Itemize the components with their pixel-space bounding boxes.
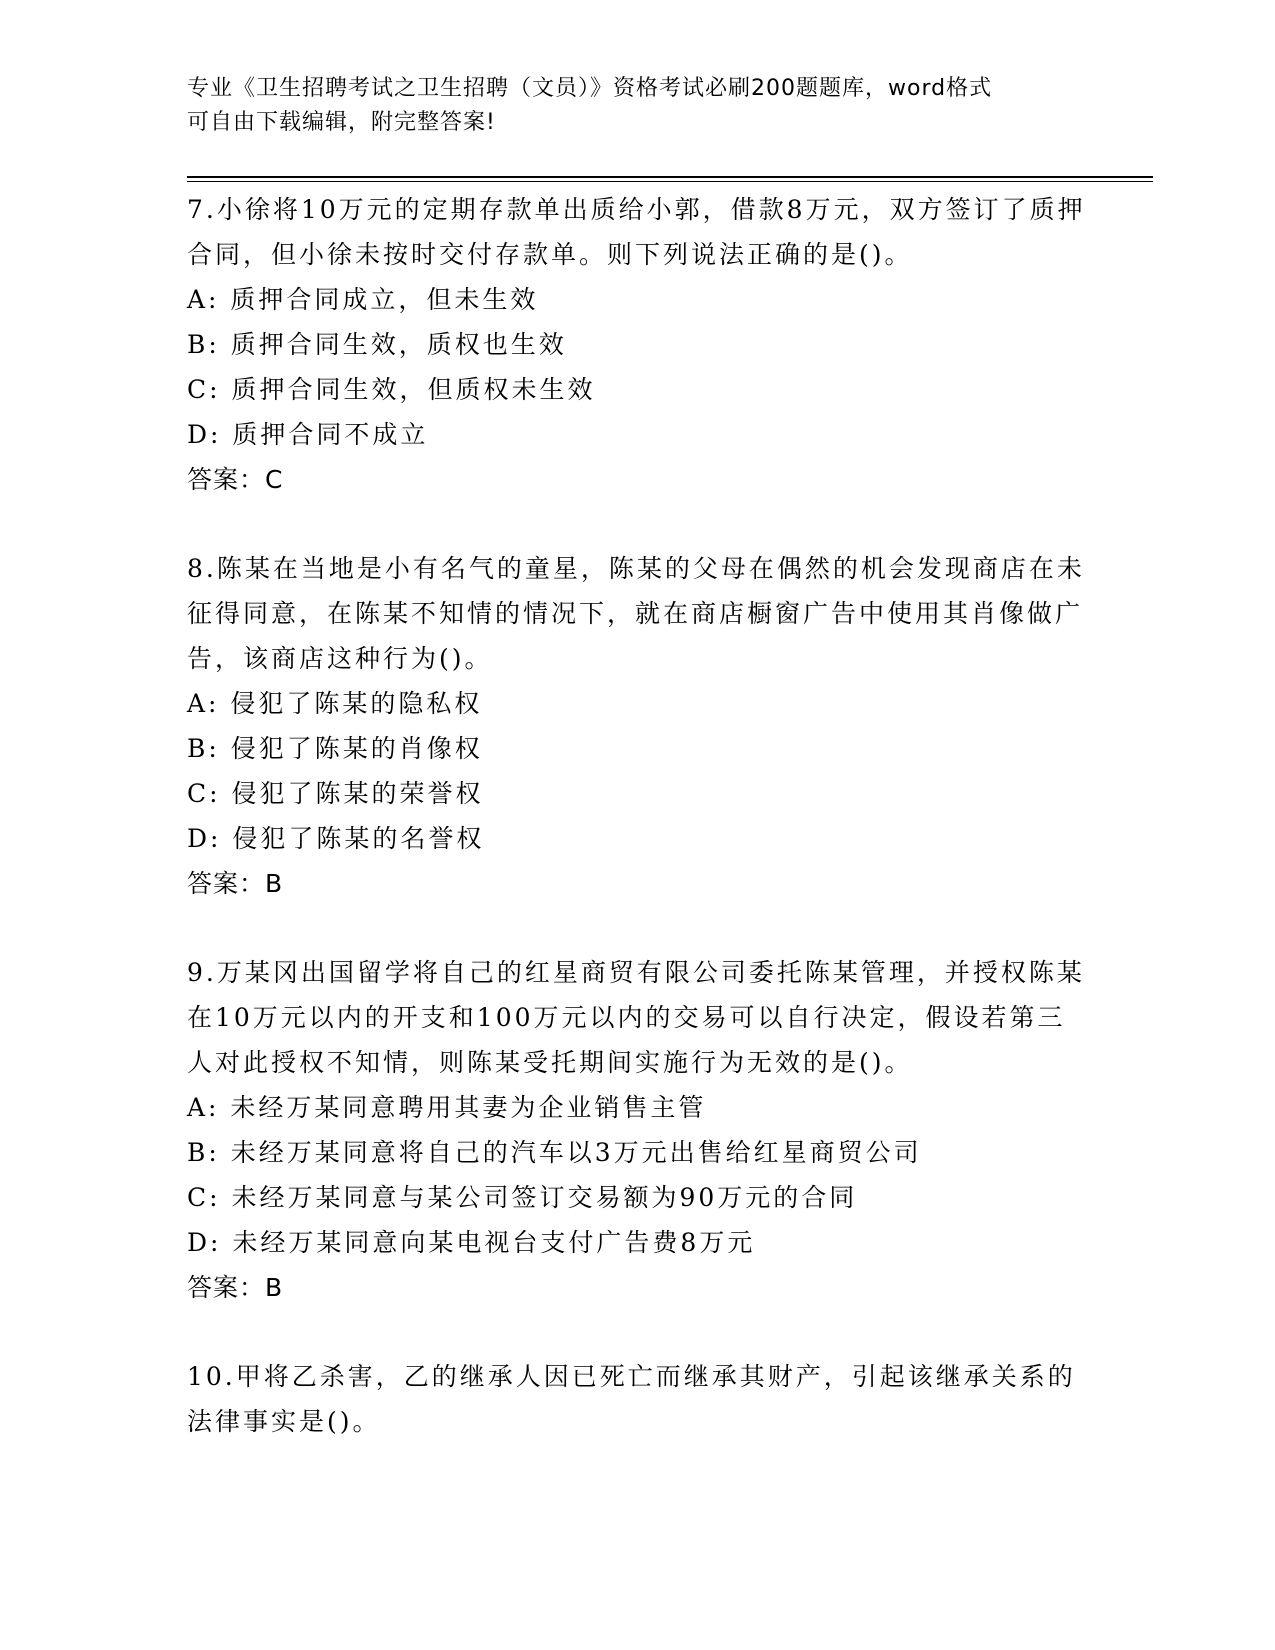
header-line-1: 专业《卫生招聘考试之卫生招聘（文员）》资格考试必刷200题题库，word格式 <box>187 76 993 101</box>
option-a: A: 侵犯了陈某的隐私权 <box>187 689 483 718</box>
option-d: D: 侵犯了陈某的名誉权 <box>187 824 485 853</box>
header-divider-thin <box>187 181 1153 182</box>
option-a: A: 未经万某同意聘用其妻为企业销售主管 <box>187 1093 707 1122</box>
option-c: C: 未经万某同意与某公司签订交易额为90万元的合同 <box>187 1183 858 1212</box>
question-9 <box>187 950 1087 1310</box>
question-stem: 8.陈某在当地是小有名气的童星，陈某的父母在偶然的机会发现商店在未征得同意，在陈某不知情的情况下，就在商店橱窗广告中使用其肖像做广告，该商店这种行为()。 <box>187 554 1085 673</box>
question-8 <box>187 546 1087 906</box>
option-d: D: 质押合同不成立 <box>187 420 429 449</box>
answer-line: 答案：B <box>187 869 284 898</box>
answer-line: 答案：B <box>187 1273 284 1302</box>
option-b: B: 侵犯了陈某的肖像权 <box>187 734 483 763</box>
option-c: C: 质押合同生效，但质权未生效 <box>187 375 596 404</box>
question-list <box>187 187 1087 1488</box>
option-c: C: 侵犯了陈某的荣誉权 <box>187 779 484 808</box>
question-stem: 7.小徐将10万元的定期存款单出质给小郭，借款8万元，双方签订了质押合同，但小徐未按时交付存款单。则下列说法正确的是()。 <box>187 195 1086 269</box>
question-10 <box>187 1354 1087 1444</box>
question-7 <box>187 187 1087 502</box>
header-divider-thick <box>187 176 1153 178</box>
answer-line: 答案：C <box>187 465 284 494</box>
header-line-2: 可自由下载编辑，附完整答案! <box>187 110 496 135</box>
question-stem: 10.甲将乙杀害，乙的继承人因已死亡而继承其财产，引起该继承关系的法律事实是()。 <box>187 1362 1076 1436</box>
option-d: D: 未经万某同意向某电视台支付广告费8万元 <box>187 1228 756 1257</box>
option-b: B: 未经万某同意将自己的汽车以3万元出售给红星商贸公司 <box>187 1138 922 1167</box>
question-stem: 9.万某冈出国留学将自己的红星商贸有限公司委托陈某管理，并授权陈某在10万元以内的开支和100万元以内的交易可以自行决定，假设若第三人对此授权不知情，则陈某受托期间实施行为无效的是()。 <box>187 958 1085 1077</box>
document-header <box>187 72 1067 140</box>
option-b: B: 质押合同生效，质权也生效 <box>187 330 567 359</box>
option-a: A: 质押合同成立，但未生效 <box>187 285 539 314</box>
